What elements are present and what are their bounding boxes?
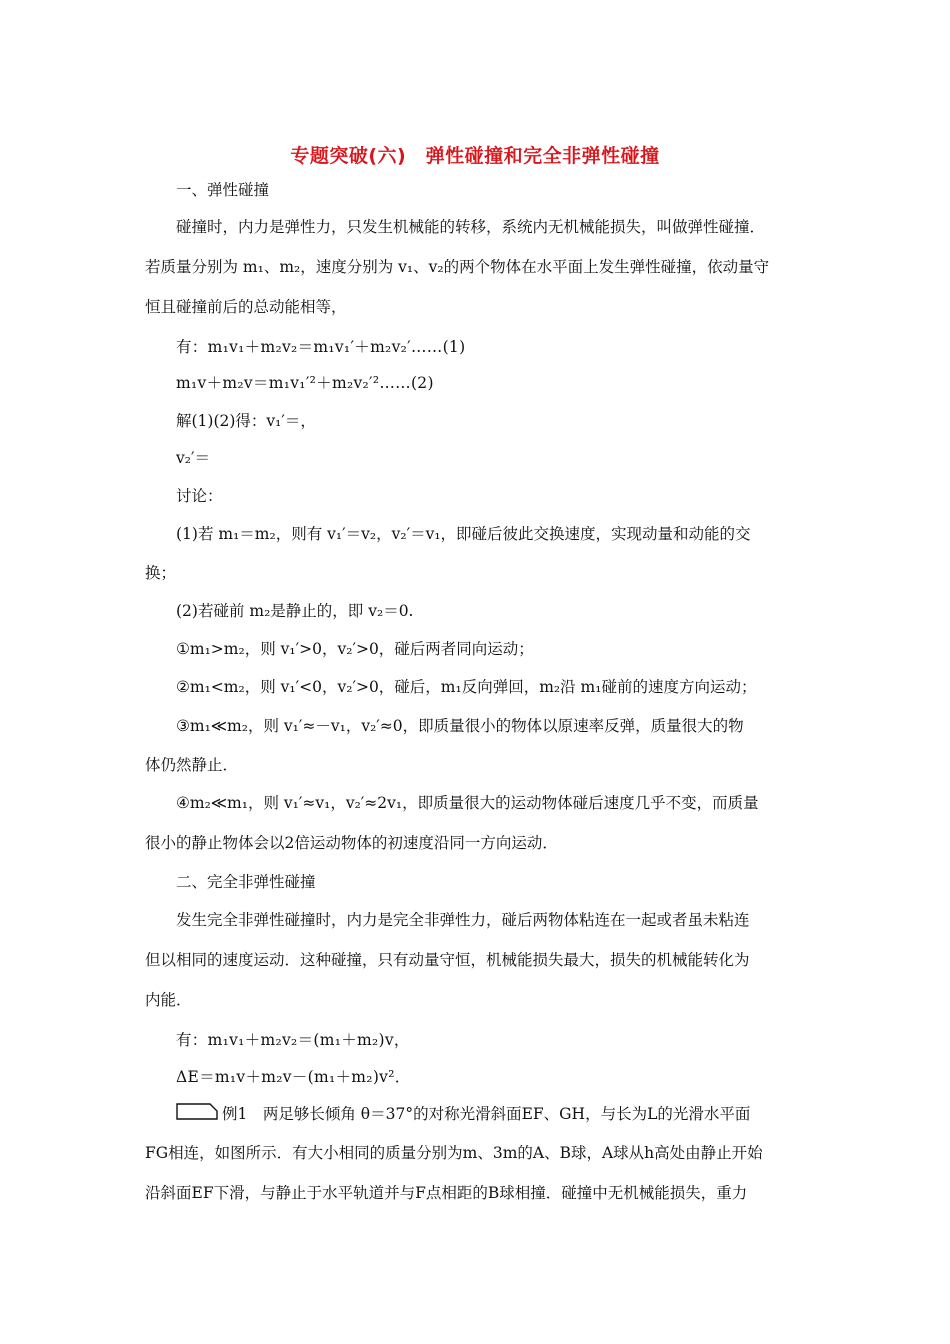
discussion-heading: 讨论： — [176, 487, 223, 505]
paragraph-line: 恒且碰撞前后的总动能相等， — [145, 298, 347, 316]
solution-line: v₂′＝ — [176, 449, 210, 467]
example-line: 沿斜面EF下滑，与静止于水平轨道并与F点相距的B球相撞．碰撞中无机械能损失，重力 — [145, 1184, 748, 1202]
solution-line: 解(1)(2)得：v₁′＝， — [176, 412, 316, 430]
example-line: 例1 两足够长倾角 θ＝37°的对称光滑斜面EF、GH，与长为L的光滑水平面 — [222, 1105, 751, 1123]
equation-energy: m₁v＋m₂v＝m₁v₁′²＋m₂v₂′²……(2) — [176, 374, 434, 392]
paragraph-line: 发生完全非弹性碰撞时，内力是完全非弹性力，碰后两物体粘连在一起或者虽未粘连 — [176, 911, 750, 929]
paragraph-line: 碰撞时，内力是弹性力，只发生机械能的转移，系统内无机械能损失，叫做弹性碰撞． — [176, 218, 766, 236]
paragraph-line: (2)若碰前 m₂是静止的，即 v₂＝0. — [176, 602, 414, 620]
paragraph-line: 很小的静止物体会以2倍运动物体的初速度沿同一方向运动． — [145, 834, 558, 852]
paragraph-line: 但以相同的速度运动．这种碰撞，只有动量守恒，机械能损失最大，损失的机械能转化为 — [145, 951, 750, 969]
page-title: 专题突破(六) 弹性碰撞和完全非弹性碰撞 — [290, 145, 660, 167]
paragraph-line: 若质量分别为 m₁、m₂，速度分别为 v₁、v₂的两个物体在水平面上发生弹性碰撞，依动量守 — [145, 258, 770, 276]
equation-momentum-inelastic: 有：m₁v₁＋m₂v₂＝(m₁＋m₂)v， — [176, 1031, 410, 1049]
equation-momentum: 有：m₁v₁＋m₂v₂＝m₁v₁′＋m₂v₂′……(1) — [176, 338, 466, 356]
paragraph-line: 体仍然静止． — [145, 756, 239, 774]
case-item: ③m₁≪m₂，则 v₁′≈－v₁，v₂′≈0，即质量很小的物体以原速率反弹，质量很大的物 — [176, 717, 744, 735]
case-item: ①m₁>m₂，则 v₁′>0，v₂′>0，碰后两者同向运动； — [176, 640, 534, 658]
example-tag-icon — [176, 1103, 218, 1120]
case-item: ②m₁<m₂，则 v₁′<0，v₂′>0，碰后，m₁反向弹回，m₂沿 m₁碰前的速度方向运动； — [176, 678, 757, 696]
paragraph-line: 内能． — [145, 991, 192, 1009]
example-line: FG相连，如图所示．有大小相同的质量分别为m、3m的A、B球，A球从h高处由静止开始 — [145, 1144, 763, 1162]
equation-energy-loss: ΔE＝m₁v＋m₂v－(m₁＋m₂)v²． — [176, 1068, 411, 1086]
paragraph-line: 换； — [145, 564, 177, 582]
section-heading-inelastic: 二、完全非弹性碰撞 — [176, 873, 316, 891]
case-item: ④m₂≪m₁，则 v₁′≈v₁，v₂′≈2v₁，即质量很大的运动物体碰后速度几乎不变，而质量 — [176, 794, 759, 812]
paragraph-line: (1)若 m₁＝m₂，则有 v₁′＝v₂，v₂′＝v₁，即碰后彼此交换速度，实现动量和动能的交 — [176, 525, 751, 543]
section-heading-elastic: 一、弹性碰撞 — [176, 181, 270, 199]
